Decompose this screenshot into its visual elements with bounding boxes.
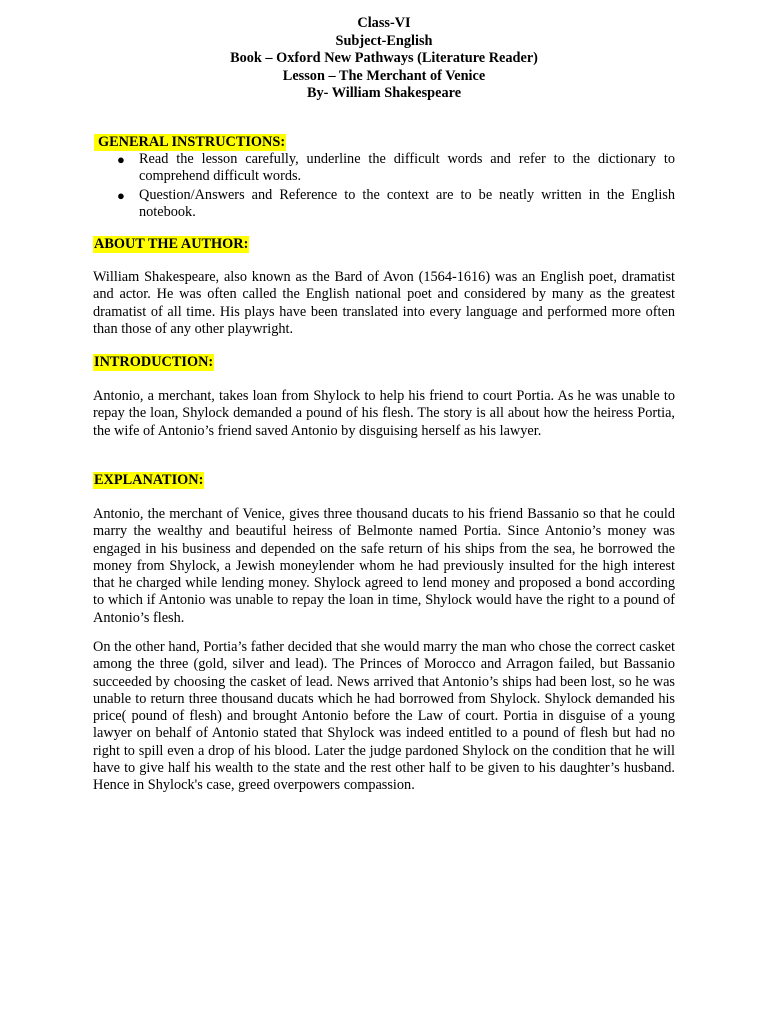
- explanation-paragraph-1: Antonio, the merchant of Venice, gives three thousand ducats to his friend Bassanio so that he could marry the wealthy and beautiful heiress of Belmonte named Portia. Since Antonio’s money was engaged in his business and depended on the safe return of his ships from the sea, he borrowed the money from Shylock, a Jewish moneylender whom he had previously insulted for the high interest that he charged while lending money. Shylock agreed to lend money and proposed a bond according to which if Antonio was unable to repay the loan in time, Shylock would have the right to a pound of Antonio’s flesh.: [93, 506, 675, 626]
- about-author-paragraph: William Shakespeare, also known as the Bard of Avon (1564-1616) was an English poet, dramatist and actor. He was often called the English national poet and considered by many as the greatest dramatist of all time. His plays have been translated into every language and performed more often than those of any other playwright.: [93, 269, 675, 337]
- bullet-icon: ●: [117, 187, 125, 203]
- general-instructions-heading-wrap: [94, 134, 676, 151]
- bullet-icon: ●: [117, 152, 125, 167]
- instructions-list: [93, 151, 675, 222]
- author-line: By- William Shakespeare: [306, 85, 462, 101]
- list-item: [93, 151, 675, 186]
- class-line: Class-VI: [357, 15, 411, 31]
- document-header: [0, 15, 768, 103]
- introduction-heading-wrap: [93, 354, 675, 371]
- about-author-heading-wrap: [93, 236, 675, 253]
- introduction-paragraph: Antonio, a merchant, takes loan from Shylock to help his friend to court Portia. As he was unable to repay the loan, Shylock demanded a pound of his flesh. The story is all about how the heiress Portia, the wife of Antonio’s friend saved Antonio by disguising herself as his lawyer.: [93, 388, 675, 439]
- explanation-heading: EXPLANATION:: [94, 472, 204, 488]
- explanation-heading-wrap: [93, 472, 675, 489]
- lesson-line: Lesson – The Merchant of Venice: [282, 67, 486, 84]
- subject-line: Subject-English: [335, 32, 433, 49]
- instruction-text: Read the lesson carefully, underline the difficult words and refer to the dictionary to comprehend difficult words.: [139, 151, 675, 185]
- list-item: [93, 187, 675, 222]
- introduction-heading: INTRODUCTION:: [94, 354, 214, 370]
- instruction-text: Question/Answers and Reference to the context are to be neatly written in the English notebook.: [139, 186, 675, 220]
- explanation-paragraph-2: On the other hand, Portia’s father decided that she would marry the man who chose the correct casket among the three (gold, silver and lead). The Princes of Morocco and Arragon failed, but Bassanio succeeded by choosing the casket of lead. News arrived that Antonio’s ships had been lost, so he was unable to return three thousand ducats which he had borrowed from Shylock. Shylock demanded his price( pound of flesh) and brought Antonio before the Law of court. Portia in disguise of a young lawyer on behalf of Antonio stated that Shylock was indeed entitled to a pound of flesh but had no right to spill even a drop of his blood. Later the judge pardoned Shylock on the condition that he will have to give half his wealth to the state and the rest other half to be given to his daughter’s husband. Hence in Shylock's case, greed overpowers compassion.: [93, 639, 675, 794]
- book-line: Book – Oxford New Pathways (Literature Reader): [230, 50, 538, 66]
- about-author-heading: ABOUT THE AUTHOR:: [94, 236, 249, 252]
- general-instructions-heading: GENERAL INSTRUCTIONS:: [94, 134, 286, 151]
